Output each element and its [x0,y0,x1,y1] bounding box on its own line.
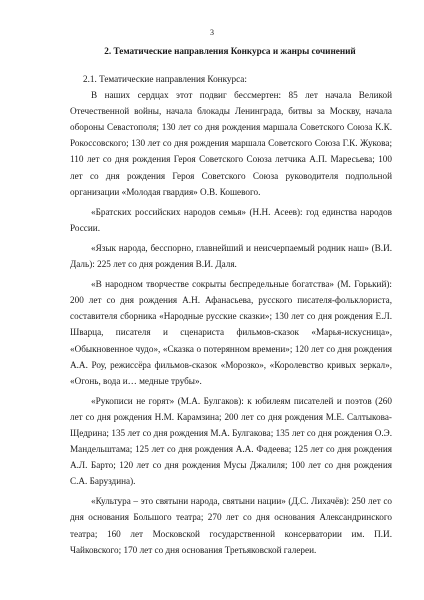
document-body [70,71,392,558]
page-number: 3 [210,28,214,37]
paragraph-manuscripts: «Рукописи не горят» (М.А. Булгаков): к юбилеям писателей и поэтов (260 лет со дня рождения Н.М. Карамзина; 200 лет со дня рождения М.Е. Салтыкова-Щедрина; 135 лет со дня рождения М.А. Булгакова; 135 лет со дня рождения О.Э. Мандельштама; 125 лет со дня рождения А.А. Фадеева; 125 лет со дня рождения А.Л. Барто; 120 лет со дня рождения Мусы Джалиля; 100 лет со дня рождения С.А. Баруздина). [70,395,392,487]
section-heading: 2. Тематические направления Конкурса и жанры сочинений [104,46,356,56]
subsection-title: 2.1. Тематические направления Конкурса: [83,74,247,84]
paragraph-folk-creativity: «В народном творчестве сокрыты беспредельные богатства» (М. Горький): 200 лет со дня рождения А.Н. Афанасьева, русского писателя-фольклориста, составителя сборника «Народные русские сказки»; 130 лет со дня рождения Е.Л. Шварца, писателя и сценариста фильмов-сказок «Марья-искусница», «Обыкновенное чудо», «Сказка о потерянном времени»; 120 лет со дня рождения А.А. Роу, режиссёра фильмов-сказок «Морозко», «Королевство кривых зеркал», «Огонь, вода и… медные трубы». [70,279,392,386]
paragraph-heroic-memory: В наших сердцах этот подвиг бессмертен: 85 лет начала Великой Отечественной войны, начала блокады Ленинграда, битвы за Москву, начала обороны Севастополя; 130 лет со дня рождения маршала Советского Союза К.К. Рокоссовского; 130 лет со дня рождения маршала Советского Союза Г.К. Жукова; 110 лет со дня рождения Героя Советского Союза летчика А.П. Маресьева; 100 лет со дня рождения Героя Советского Союза руководителя подпольной организации «Молодая гвардия» О.В. Кошевого. [70,90,392,197]
paragraph-culture: «Культура – это святыни народа, святыни нации» (Д.С. Лихачёв): 250 лет со дня основания Большого театра; 270 лет со дня основания Александринского театра; 160 лет Московской государственной консерватории им. П.И. Чайковского; 170 лет со дня основания Третьяковской галереи. [70,496,392,555]
paragraph-peoples-unity: «Братских российских народов семья» (Н.Н. Асеев): год единства народов России. [70,206,392,233]
paragraph-dal-language: «Язык народа, бесспорно, главнейший и неисчерпаемый родник наш» (В.И. Даль): 225 лет со дня рождения В.И. Даля. [70,242,392,270]
